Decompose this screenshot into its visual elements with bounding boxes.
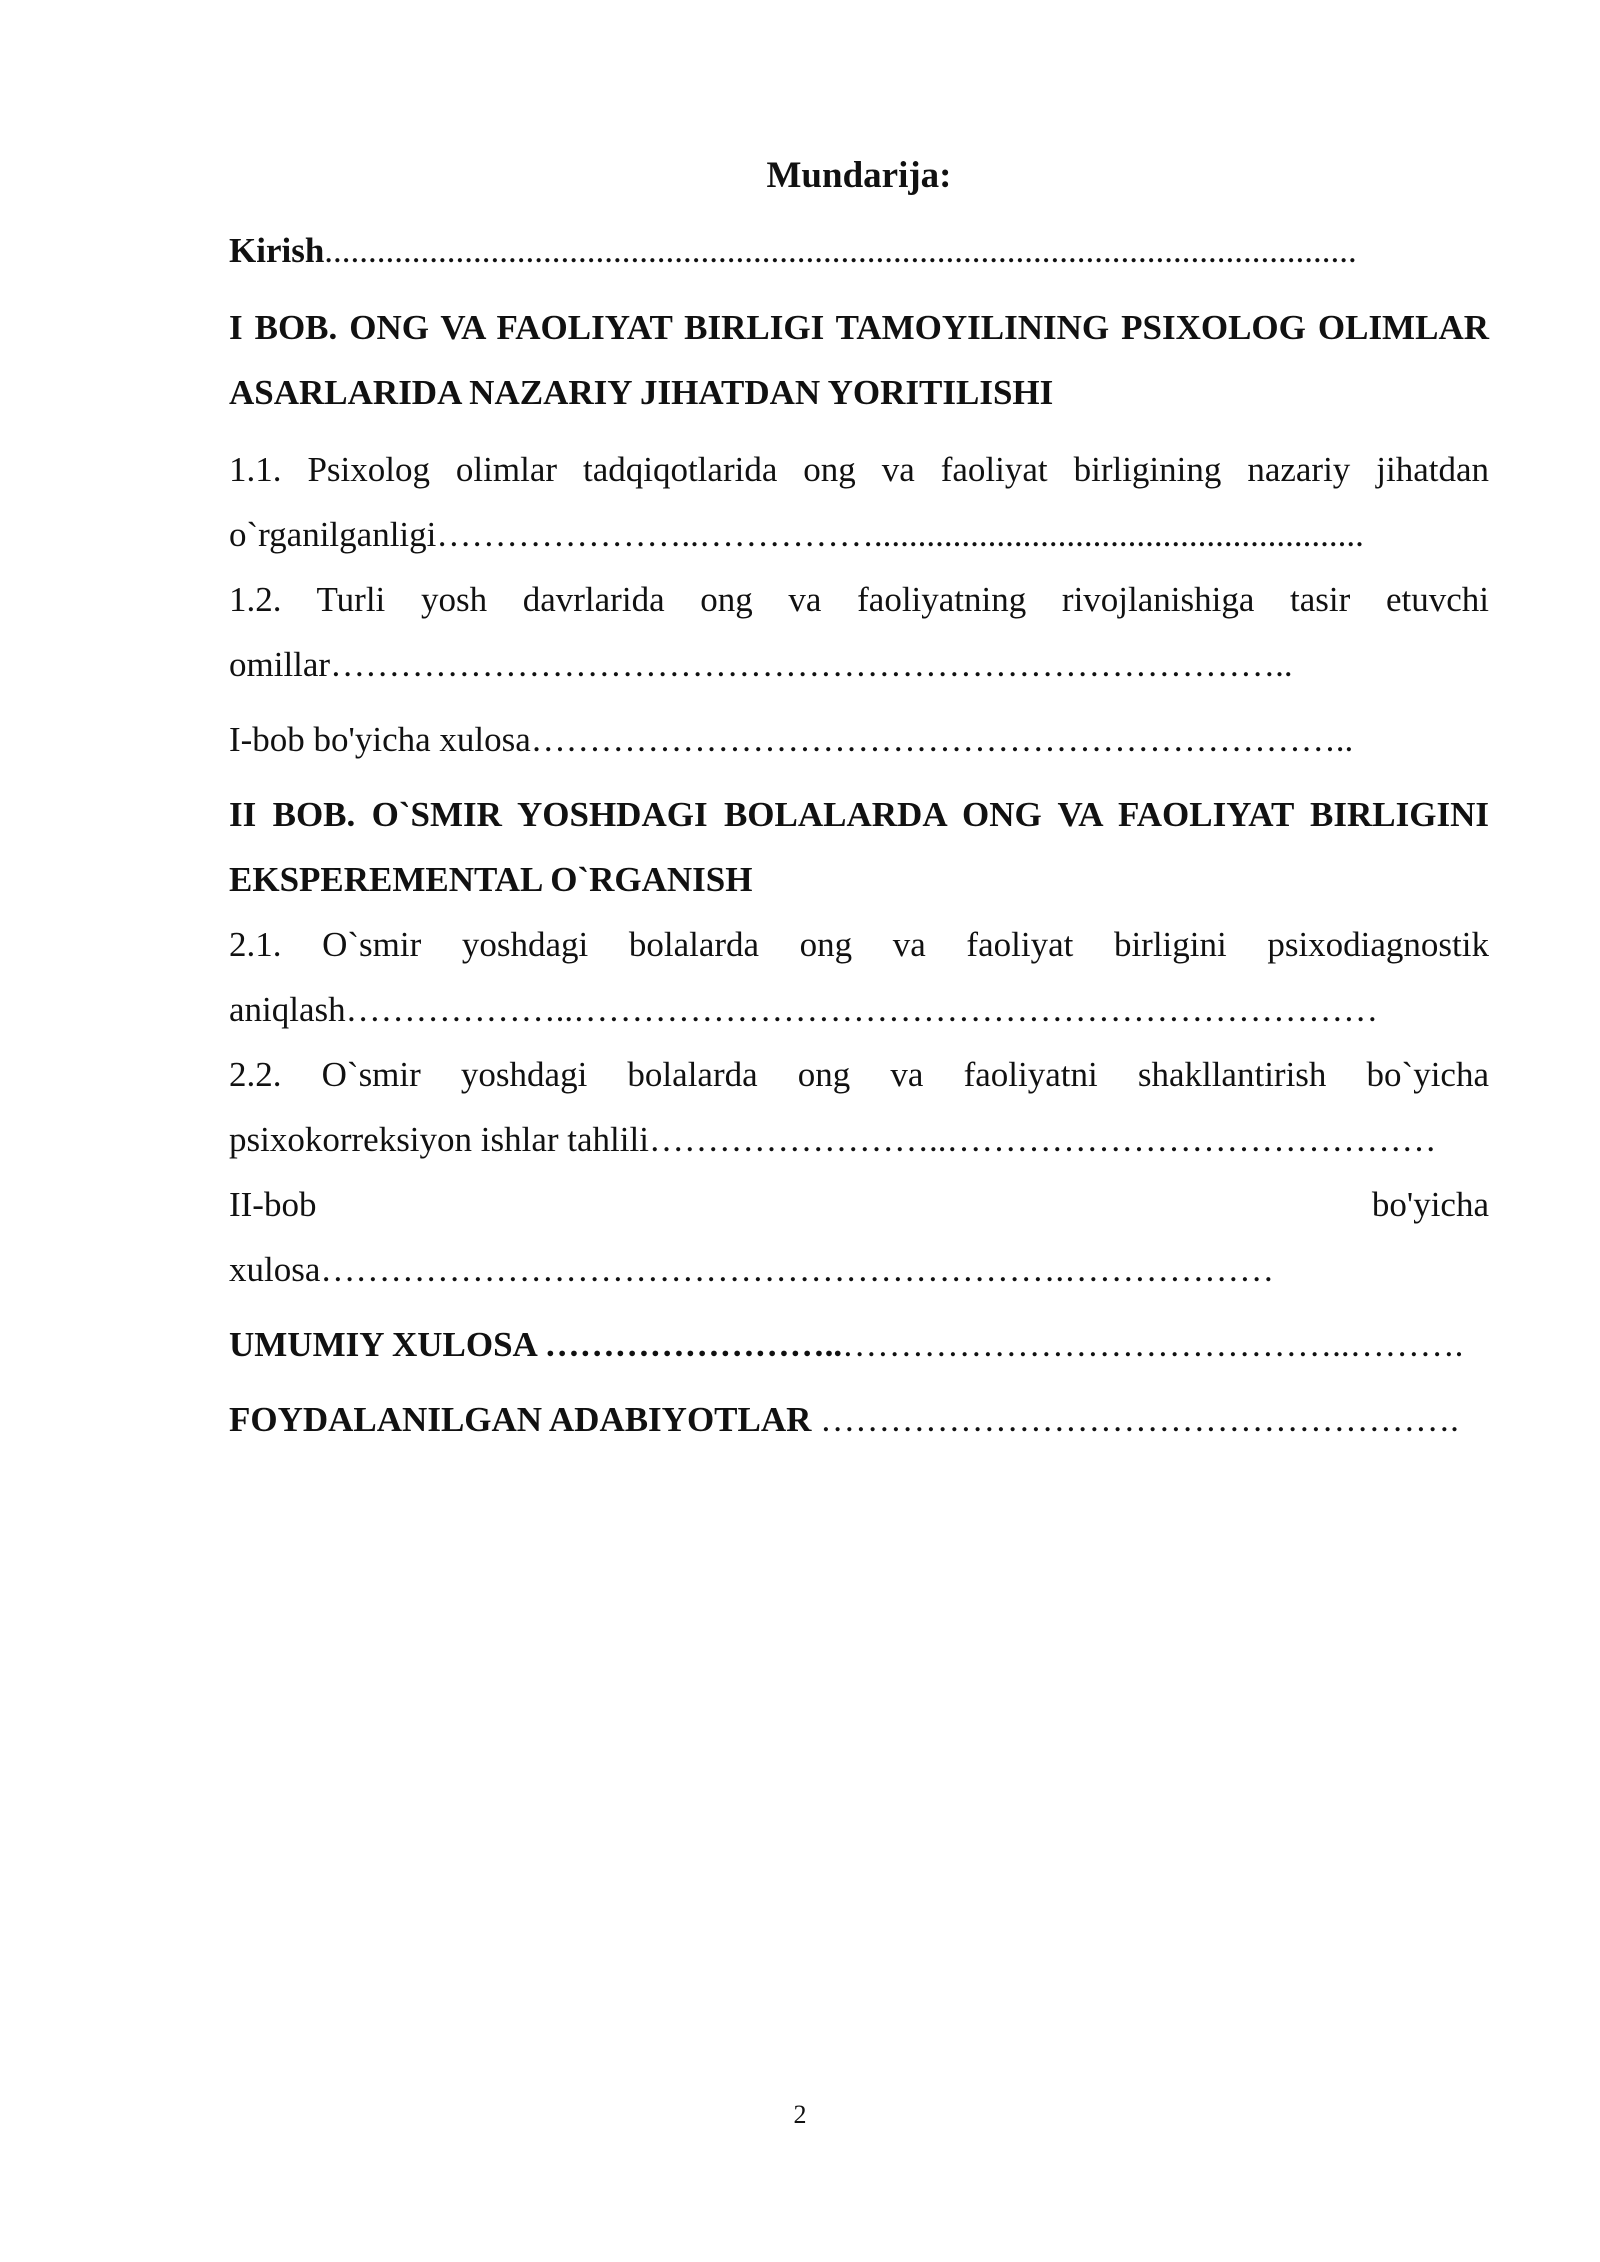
toc-leader: ………………..…………………………………………………………… — [345, 990, 1379, 1029]
toc-leader: ……………………..…………………………………… — [648, 1120, 1437, 1159]
toc-section-2-1 — [229, 912, 1489, 1042]
toc-leader: …………………………………………………………….. — [530, 720, 1354, 759]
toc-chapter-1: I BOB. ONG VA FAOLIYAT BIRLIGI TAMOYILINING PSIXOLOG OLIMLAR ASARLARIDA NAZARIY JIHATDAN YORITILISHI — [229, 308, 1489, 412]
toc-entry-text: 2.2. O`smir yoshdagi bolalarda ong va faoliyatni shakllantirish bo`yicha psixokorreksiyon ishlar tahlili — [229, 1055, 1489, 1159]
toc-leader: …………………..……………........................................................ — [436, 515, 1364, 554]
toc-bibliography — [229, 1387, 1489, 1452]
table-of-contents — [229, 148, 1489, 1452]
toc-chapter-2: II BOB. O`SMIR YOSHDAGI BOLALARDA ONG VA FAOLIYAT BIRLIGINI EKSPEREMENTAL O`RGANISH — [229, 795, 1489, 899]
toc-chapter-2-summary — [229, 1172, 1489, 1302]
toc-entry-heading: Kirish — [229, 231, 325, 270]
toc-entry-text: 1.2. Turli yosh davrlarida ong va faoliyatning rivojlanishiga tasir etuvchi omillar — [229, 580, 1489, 684]
toc-section-1-2 — [229, 567, 1489, 697]
toc-leader: ……………………………………..………. — [842, 1325, 1464, 1364]
toc-section-1-1 — [229, 437, 1489, 567]
toc-leader: ...................................................................................................................... — [324, 231, 1357, 270]
page-number: 2 — [793, 2100, 807, 2129]
toc-leader: ……………………………………………………….……………… — [320, 1250, 1275, 1289]
toc-chapter-1-summary — [229, 707, 1489, 772]
toc-entry-text: 1.1. Psixolog olimlar tadqiqotlarida ong va faoliyat birligining nazariy jihatdan o`rganilganligi — [229, 450, 1489, 554]
toc-entry-text: II-bob bo'yicha xulosa — [229, 1185, 1489, 1289]
toc-leader: ………………………………………………. — [820, 1400, 1459, 1439]
toc-entry-heading: UMUMIY XULOSA — [229, 1325, 545, 1364]
toc-entry-heading: FOYDALANILGAN ADABIYOTLAR — [229, 1400, 821, 1439]
toc-general-conclusion — [229, 1312, 1489, 1377]
toc-entry-text: I-bob bo'yicha xulosa — [229, 720, 531, 759]
toc-section-2-2 — [229, 1042, 1489, 1172]
toc-leader-bold: …………………….. — [544, 1325, 843, 1364]
toc-leader: ……………………………………………………………………….. — [330, 645, 1293, 684]
page-title: Mundarija: — [766, 155, 952, 196]
toc-entry-text: 2.1. O`smir yoshdagi bolalarda ong va faoliyat birligini psixodiagnostik aniqlash — [229, 925, 1489, 1029]
toc-entry-kirish — [229, 218, 1489, 283]
